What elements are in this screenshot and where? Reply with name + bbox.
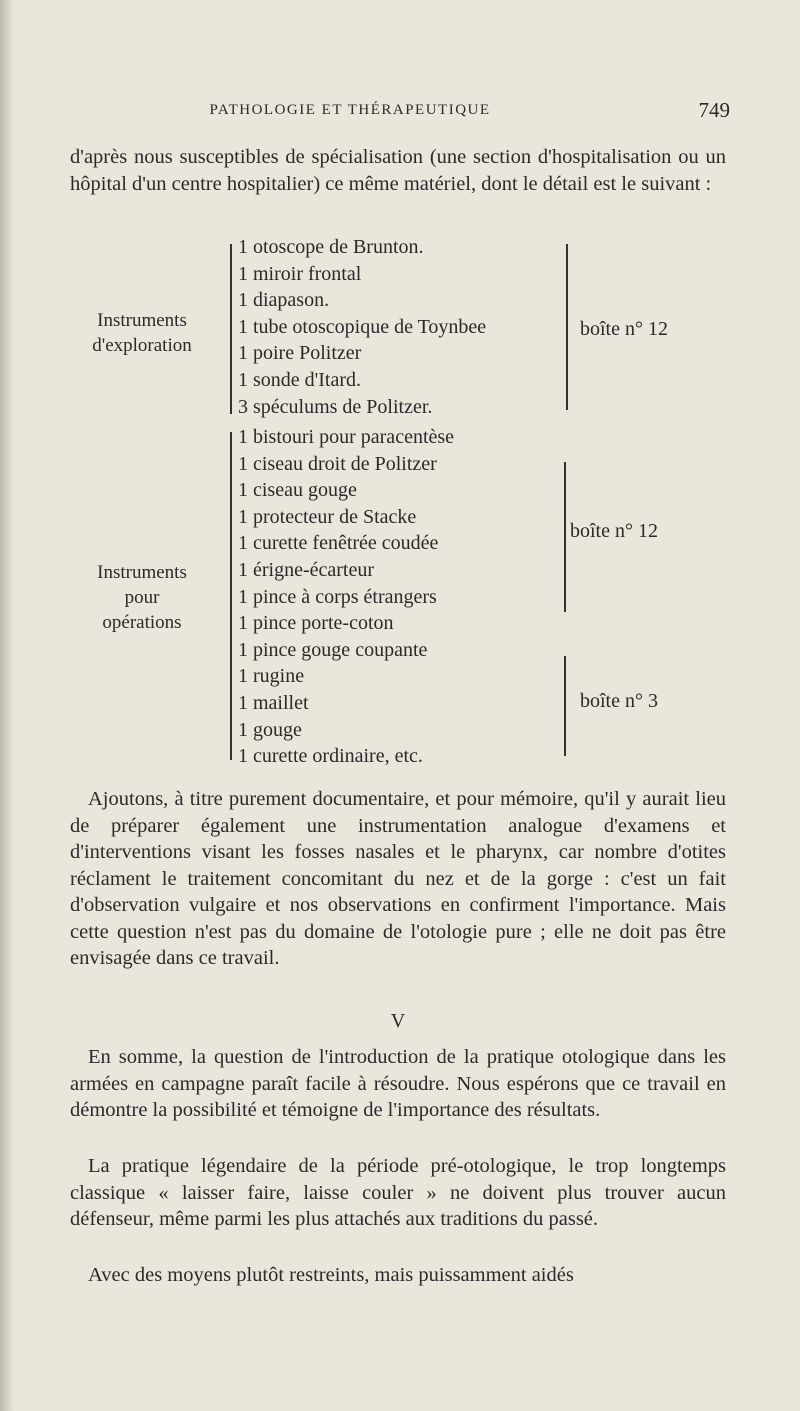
operations-group-label — [70, 560, 214, 635]
page-binding-edge — [0, 0, 14, 1411]
page-number: 749 — [698, 98, 730, 122]
exploration-instrument-list — [238, 234, 486, 420]
paragraph-avec-des-moyens: Avec des moyens plutôt restreints, mais puissamment aidés — [88, 1264, 574, 1286]
list-item: 3 spéculums de Politzer. — [238, 395, 433, 418]
operations-label-line-3: opérations — [102, 612, 182, 633]
list-item: 1 tube otoscopique de Toynbee — [238, 315, 487, 338]
list-item: 1 pince porte-coton — [238, 612, 394, 635]
list-item: 1 érigne-écarteur — [238, 558, 375, 581]
list-item: 1 pince à corps étrangers — [238, 585, 437, 608]
box-1-label: boîte n° 12 — [580, 318, 668, 340]
list-item: 1 otoscope de Brunton. — [238, 236, 424, 258]
list-item: 1 maillet — [238, 691, 309, 714]
box-2-label: boîte n° 12 — [570, 520, 658, 542]
running-title: PATHOLOGIE ET THÉRAPEUTIQUE — [209, 102, 491, 118]
list-item: 1 curette ordinaire, etc. — [238, 745, 423, 768]
list-item: 1 rugine — [238, 665, 305, 688]
box-3-label: boîte n° 3 — [580, 690, 658, 712]
box-2-brace — [564, 462, 566, 612]
list-item: 1 poire Politzer — [238, 342, 362, 365]
paragraph-ajoutons: Ajoutons, à titre purement documentaire, et pour mémoire, qu'il y aurait lieu de préparer également une instrumentation analogue d'examens et d'interventions visant les fosses nasales et le pharynx, car nombre d'otites réclament le traitement concomitant du nez et de la gorge : c'est un fait d'observation vulgaire et nos observations en confirment l'importance. Mais cette question n'est pas du domaine de l'otologie pure ; elle ne doit pas être envisagée dans ce travail. — [70, 788, 726, 969]
list-item: 1 curette fenêtrée coudée — [238, 532, 439, 555]
operations-left-brace — [230, 432, 232, 760]
paragraph-en-somme: En somme, la question de l'introduction de la pratique otologique dans les armées en campagne paraît facile à résoudre. Nous espérons que ce travail en démontre la possibilité et témoigne de l'importance des résultats. — [70, 1046, 726, 1121]
section-numeral: V — [390, 1010, 406, 1032]
exploration-label-line-2: d'exploration — [92, 335, 192, 356]
list-item: 1 sonde d'Itard. — [238, 368, 362, 391]
box-1-brace — [566, 244, 568, 410]
book-page — [70, 0, 730, 1411]
list-item: 1 gouge — [238, 718, 302, 741]
exploration-label-line-1: Instruments — [97, 310, 187, 331]
operations-label-line-1: Instruments — [97, 562, 187, 583]
running-head — [70, 98, 730, 128]
list-item: 1 miroir frontal — [238, 262, 362, 285]
list-item: 1 protecteur de Stacke — [238, 505, 417, 528]
list-item: 1 pince gouge coupante — [238, 638, 428, 661]
list-item: 1 ciseau gouge — [238, 479, 357, 502]
box-3-brace — [564, 656, 566, 756]
operations-label-line-2: pour — [124, 587, 160, 608]
exploration-left-brace — [230, 244, 232, 414]
exploration-group-label — [70, 308, 214, 358]
list-item: 1 bistouri pour paracentèse — [238, 426, 455, 448]
list-item: 1 ciseau droit de Politzer — [238, 452, 437, 475]
list-item: 1 diapason. — [238, 289, 330, 312]
intro-paragraph: d'après nous susceptibles de spécialisation (une section d'hospitalisation ou un hôpital d'un centre hospitalier) ce même matériel, dont le détail est le suivant : — [70, 146, 726, 195]
paragraph-la-pratique: La pratique légendaire de la période pré-otologique, le trop longtemps classique « laisser faire, laisse couler » ne doivent plus trouver aucun défenseur, même parmi les plus attachés aux traditions du passé. — [70, 1155, 726, 1230]
operations-instrument-list — [238, 424, 454, 770]
